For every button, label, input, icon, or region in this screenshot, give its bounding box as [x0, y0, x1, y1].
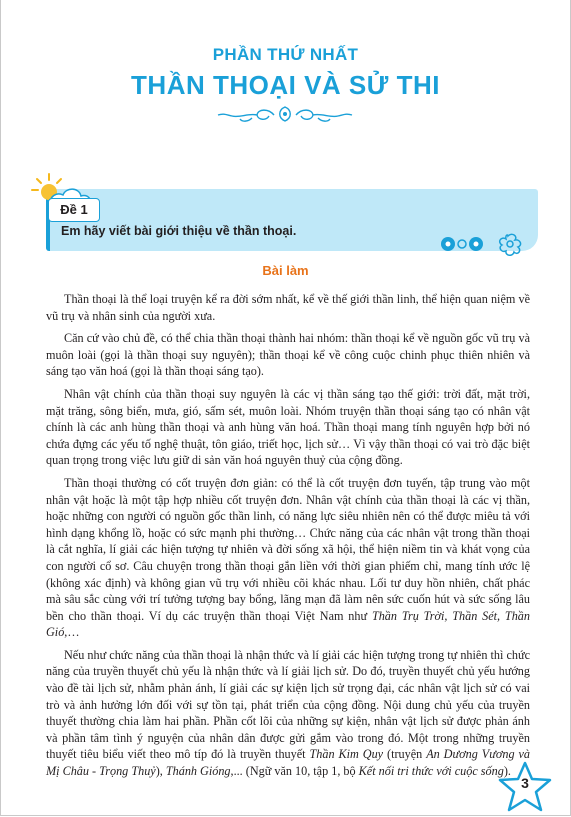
italic-title: Kết nối tri thức với cuộc sống: [358, 764, 504, 779]
paragraph-text: Thần thoại thường có cốt truyện đơn giản: có thể là cốt truyện đơn tuyến, tập trung vào một nhân vật hoặc là một tập hợp nhiều cốt truyện đơn. Nhân vật chính của thần thoại là các vị thần, hoặc những con người có nguồn gốc thần linh, có năng lực siêu nhiên nên có thể được miêu tả với hình dạng khổng lồ, hoặc có sức mạnh phi thường… Chức năng của các nhân vật trong thần thoại là cắt nghĩa, lí giải các hiện tượng tự nhiên và đời sống xã hội, thể hiện niềm tin và khát vọng của con người cổ sơ. Câu chuyện trong thần thoại gắn liền với thời gian phiếm chỉ, mang tính ước lệ (không xác định) và không gian vũ trụ với nhiều cõi khác nhau. Lối tư duy hồn nhiên, chất phác mà sâu sắc cùng với trí tưởng tượng bay bổng, lãng mạn đã làm nên sức cuốn hút và sức sống lâu bền cho thần thoại. Ví dụ các truyện thần thoại Việt Nam như: [46, 475, 530, 623]
task-prompt: Em hãy viết bài giới thiệu về thần thoại.: [61, 224, 297, 238]
paragraph-text: ),: [155, 764, 166, 779]
answer-body: [46, 291, 530, 780]
italic-title: An Dương Vương và Mị Châu - Trọng Thuỷ: [46, 747, 531, 779]
paragraph-text: Thần thoại là thể loại truyện kể ra đời sớm nhất, kể về thế giới thần linh, thể hiện quan niệm về vũ trụ và nhân sinh của người xưa.: [46, 292, 530, 323]
italic-title: Thánh Gióng: [165, 764, 231, 779]
italic-title: Thần Trụ Trời, Thần Sét, Thần Gió: [46, 608, 530, 640]
body-paragraph: [46, 291, 530, 324]
paragraph-text: ,…: [64, 625, 80, 640]
paragraph-text: ).: [503, 764, 511, 779]
body-paragraph: [46, 647, 530, 780]
page-number: 3: [521, 775, 529, 791]
paragraph-text: Nhân vật chính của thần thoại suy nguyên là các vị thần sáng tạo thế giới: trời đất, mặt trời, mặt trăng, sông biển, mưa, gió, sấm sét, muôn loài. Nhóm truyện thần thoại sáng tạo có nhân vật chính là các anh hùng thần thoại và anh hùng văn hoá. Thần thoại mang tính nguyên hợp bởi nó chứa đựng các yếu tố nghệ thuật, tôn giáo, triết học, lịch sử… Vì vậy thần thoại có vai trò đặc biệt quan trọng trong việc lưu giữ di sản văn hoá nguyên thuỷ của cộng đồng.: [46, 386, 530, 468]
task-tag: Đề 1: [48, 198, 100, 222]
body-paragraph: [46, 475, 530, 641]
paragraph-text: Nếu như chức năng của thần thoại là nhận thức và lí giải các hiện tượng trong tự nhiên thì chức năng của truyền thuyết chủ yếu là nhận thức và lí giải lịch sử. Do đó, truyền thuyết chủ yếu hướng vào đề tài lịch sử, nhằm phản ánh, lí giải các sự kiện lịch sử trọng đại, các nhân vật lịch sử có vai trò và ảnh hưởng lớn đối với sự tồn tại, phát triển của cộng đồng. Nội dung chủ yếu của truyền thuyết thường chia làm hai phần. Phần cốt lõi của những sự kiện, nhân vật lịch sử được phản ánh và phần tâm tình ý nguyện của nhân dân được gửi gắm vào trong đó. Một trong những truyền thuyết tiêu biểu viết theo mô típ đó là truyền thuyết: [46, 647, 530, 762]
italic-title: Thần Kim Quy: [309, 747, 384, 762]
part-label: PHẦN THỨ NHẤT: [212, 45, 359, 64]
body-paragraph: [46, 386, 530, 469]
body-paragraph: [46, 330, 530, 380]
divider-ornament: [212, 104, 359, 126]
answer-heading: Bài làm: [262, 263, 309, 278]
paragraph-text: ,... (Ngữ văn 10, tập 1, bộ: [230, 764, 359, 779]
part-title: THẦN THOẠI VÀ SỬ THI: [131, 70, 440, 100]
paragraph-text: (truyện: [383, 747, 427, 762]
flowers-icon: [438, 232, 528, 256]
paragraph-text: Căn cứ vào chủ đề, có thể chia thần thoại thành hai nhóm: thần thoại kể về nguồn gốc vũ trụ và muôn loài (gọi là thần thoại suy nguyên); thần thoại kể về công cuộc chinh phục thiên nhiên và sáng tạo văn hoá (gọi là thần thoại sáng tạo).: [46, 331, 530, 379]
